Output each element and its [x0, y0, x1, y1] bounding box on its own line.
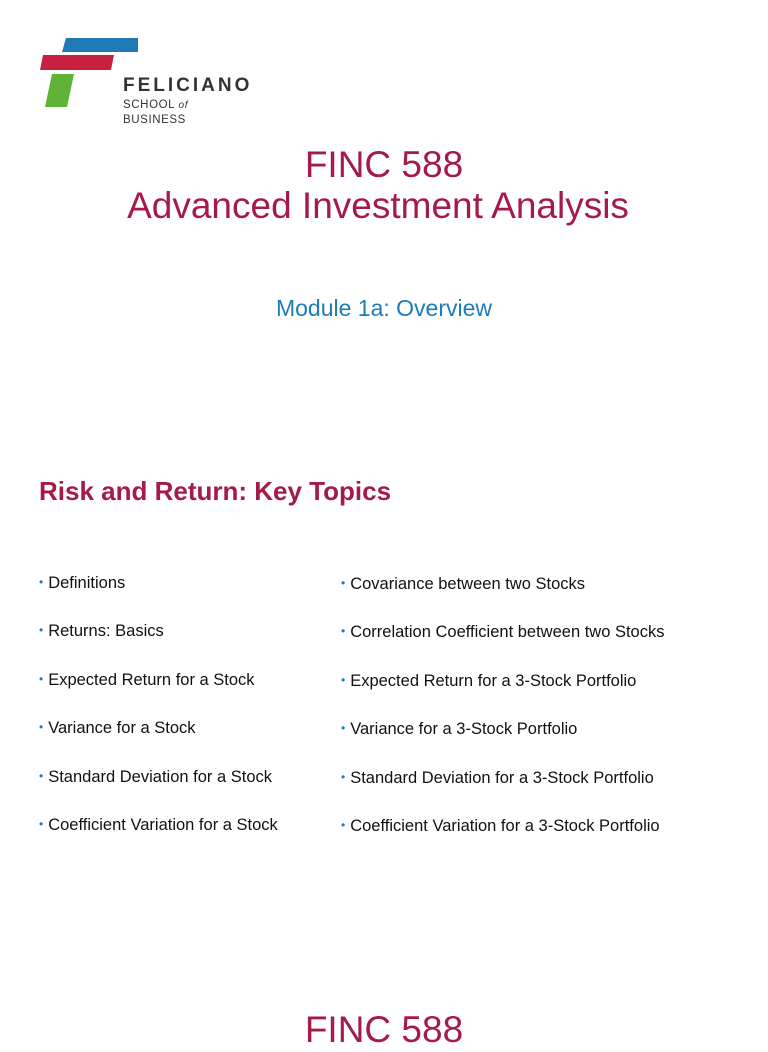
bullet-icon: • [39, 671, 44, 686]
list-item: • Standard Deviation for a 3-Stock Portfolio [341, 768, 654, 787]
list-item: • Coefficient Variation for a 3-Stock Portfolio [341, 816, 660, 835]
bullet-icon: • [341, 769, 346, 784]
bullet-icon: • [39, 720, 44, 735]
list-item: • Correlation Coefficient between two Stocks [341, 623, 665, 642]
list-item: • Covariance between two Stocks [341, 575, 585, 593]
logo-school: SCHOOL of BUSINESS [123, 99, 189, 126]
bullet-icon: • [341, 672, 346, 687]
list-item: • Returns: Basics [39, 622, 164, 641]
list-item: • Expected Return for a 3-Stock Portfolio [341, 671, 637, 690]
bullet-icon: • [341, 576, 346, 590]
list-item: • Definitions [39, 574, 126, 592]
bullet-icon: • [341, 721, 346, 736]
course-name-title: Advanced Investment Analysis [127, 185, 629, 226]
module-subtitle: Module 1a: Overview [275, 295, 493, 321]
bullet-icon: • [39, 816, 44, 831]
course-code-title: FINC 588 [304, 144, 464, 185]
list-item: • Variance for a Stock [39, 719, 196, 738]
logo-wordmark [123, 76, 252, 127]
bullet-icon: • [39, 623, 44, 638]
next-page-title: FINC 588 [304, 1009, 464, 1050]
list-item: • Standard Deviation for a Stock [39, 767, 272, 786]
topics-right-list [341, 572, 664, 862]
bullet-icon: • [341, 817, 346, 832]
bullet-icon: • [39, 768, 44, 783]
logo-name: FELICIANO [123, 75, 253, 96]
feliciano-logo [38, 36, 253, 126]
list-item: • Variance for a 3-Stock Portfolio [341, 720, 578, 739]
list-item: • Expected Return for a Stock [39, 670, 255, 689]
list-item: • Coefficient Variation for a Stock [39, 815, 278, 834]
topics-left-list [39, 571, 278, 861]
section-heading: Risk and Return: Key Topics [39, 476, 392, 506]
bullet-icon: • [39, 575, 44, 589]
bullet-icon: • [341, 624, 346, 639]
